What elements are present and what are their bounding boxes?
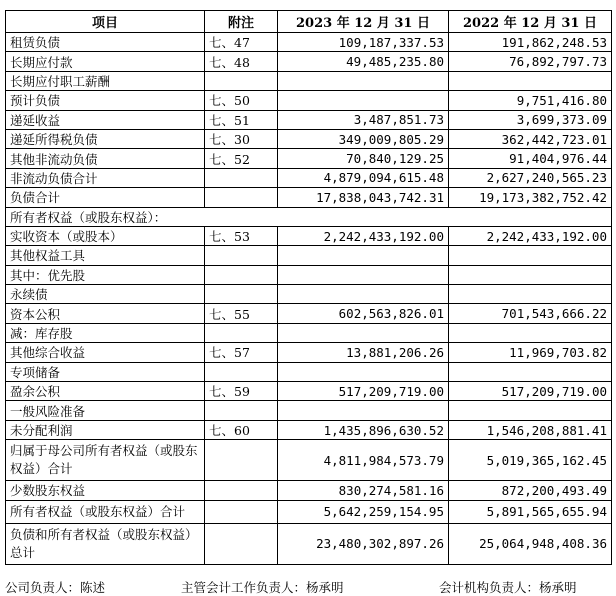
row-item: 负债合计	[6, 188, 205, 207]
table-header-row	[6, 11, 612, 33]
row-note: 七、30	[205, 129, 278, 148]
row-item: 租赁负债	[6, 33, 205, 52]
header-item: 项目	[6, 11, 205, 33]
row-value-2022	[449, 71, 612, 90]
row-item: 预计负债	[6, 91, 205, 110]
row-item: 长期应付职工薪酬	[6, 71, 205, 90]
row-value-2022: 872,200,493.49	[449, 481, 612, 500]
table-row	[6, 420, 612, 439]
row-value-2023: 109,187,337.53	[278, 33, 449, 52]
row-note	[205, 481, 278, 500]
row-value-2022	[449, 323, 612, 342]
table-row	[6, 362, 612, 381]
row-value-2022: 701,543,666.22	[449, 304, 612, 323]
row-value-2023: 49,485,235.80	[278, 52, 449, 71]
accounting-head: 主管会计工作负责人：杨承明	[181, 580, 344, 595]
table-row	[6, 285, 612, 304]
row-note	[205, 71, 278, 90]
row-note: 七、57	[205, 343, 278, 362]
table-row	[6, 265, 612, 284]
row-value-2022	[449, 285, 612, 304]
row-note: 七、52	[205, 149, 278, 168]
table-row	[6, 523, 612, 564]
row-value-2023: 23,480,302,897.26	[278, 523, 449, 564]
table-row	[6, 226, 612, 245]
header-2022: 2022 年 12 月 31 日	[449, 11, 612, 33]
row-value-2022: 2,627,240,565.23	[449, 168, 612, 187]
row-item: 递延收益	[6, 110, 205, 129]
row-note	[205, 500, 278, 523]
row-item: 一般风险准备	[6, 401, 205, 420]
row-item: 少数股东权益	[6, 481, 205, 500]
row-item: 其他权益工具	[6, 246, 205, 265]
row-item: 归属于母公司所有者权益（或股东权益）合计	[6, 440, 205, 481]
row-value-2022: 5,891,565,655.94	[449, 500, 612, 523]
table-row	[6, 481, 612, 500]
balance-sheet-table	[5, 10, 612, 565]
row-item: 永续债	[6, 285, 205, 304]
row-value-2022	[449, 362, 612, 381]
table-row	[6, 52, 612, 71]
row-value-2022: 76,892,797.73	[449, 52, 612, 71]
row-value-2023: 830,274,581.16	[278, 481, 449, 500]
row-value-2023	[278, 362, 449, 381]
row-note: 七、50	[205, 91, 278, 110]
row-item: 所有者权益（或股东权益）合计	[6, 500, 205, 523]
row-item: 其他综合收益	[6, 343, 205, 362]
table-row	[6, 440, 612, 481]
row-value-2023: 5,642,259,154.95	[278, 500, 449, 523]
row-value-2022: 1,546,208,881.41	[449, 420, 612, 439]
section-heading: 所有者权益（或股东权益）：	[6, 207, 612, 226]
row-value-2023: 2,242,433,192.00	[278, 226, 449, 245]
row-item: 盈余公积	[6, 382, 205, 401]
row-note	[205, 523, 278, 564]
table-row	[6, 304, 612, 323]
row-value-2022: 9,751,416.80	[449, 91, 612, 110]
row-value-2023	[278, 265, 449, 284]
row-item: 实收资本（或股本）	[6, 226, 205, 245]
row-value-2023: 349,009,805.29	[278, 129, 449, 148]
signature-footer	[5, 578, 611, 596]
header-2023: 2023 年 12 月 31 日	[278, 11, 449, 33]
row-value-2023	[278, 323, 449, 342]
row-note	[205, 168, 278, 187]
row-value-2023: 13,881,206.26	[278, 343, 449, 362]
row-value-2023: 1,435,896,630.52	[278, 420, 449, 439]
row-note: 七、60	[205, 420, 278, 439]
row-value-2022	[449, 246, 612, 265]
row-note	[205, 285, 278, 304]
row-note	[205, 188, 278, 207]
table-row	[6, 500, 612, 523]
table-row	[6, 246, 612, 265]
row-value-2023: 4,879,094,615.48	[278, 168, 449, 187]
row-item: 未分配利润	[6, 420, 205, 439]
row-value-2023: 517,209,719.00	[278, 382, 449, 401]
row-value-2023	[278, 91, 449, 110]
row-value-2022: 91,404,976.44	[449, 149, 612, 168]
table-row	[6, 149, 612, 168]
row-note: 七、51	[205, 110, 278, 129]
header-note: 附注	[205, 11, 278, 33]
row-item: 其他非流动负债	[6, 149, 205, 168]
table-row	[6, 207, 612, 226]
row-value-2022: 3,699,373.09	[449, 110, 612, 129]
row-value-2022: 2,242,433,192.00	[449, 226, 612, 245]
row-item: 其中：优先股	[6, 265, 205, 284]
table-row	[6, 71, 612, 90]
row-value-2022: 25,064,948,408.36	[449, 523, 612, 564]
row-note	[205, 246, 278, 265]
row-item: 递延所得税负债	[6, 129, 205, 148]
row-note: 七、47	[205, 33, 278, 52]
row-note: 七、55	[205, 304, 278, 323]
table-row	[6, 91, 612, 110]
row-note: 七、53	[205, 226, 278, 245]
row-value-2023: 602,563,826.01	[278, 304, 449, 323]
table-row	[6, 382, 612, 401]
row-value-2022: 11,969,703.82	[449, 343, 612, 362]
row-note	[205, 401, 278, 420]
row-item: 非流动负债合计	[6, 168, 205, 187]
row-note: 七、48	[205, 52, 278, 71]
row-value-2022: 362,442,723.01	[449, 129, 612, 148]
row-item: 长期应付款	[6, 52, 205, 71]
row-value-2023: 70,840,129.25	[278, 149, 449, 168]
row-note	[205, 265, 278, 284]
row-note	[205, 323, 278, 342]
table-body	[6, 33, 612, 565]
row-value-2023: 4,811,984,573.79	[278, 440, 449, 481]
row-value-2022: 19,173,382,752.42	[449, 188, 612, 207]
row-value-2023	[278, 246, 449, 265]
row-note	[205, 440, 278, 481]
row-item: 负债和所有者权益（或股东权益）总计	[6, 523, 205, 564]
table-row	[6, 188, 612, 207]
accounting-org-head: 会计机构负责人：杨承明	[439, 580, 577, 595]
table-row	[6, 110, 612, 129]
table-row	[6, 129, 612, 148]
row-note	[205, 362, 278, 381]
row-item: 减：库存股	[6, 323, 205, 342]
table-row	[6, 33, 612, 52]
row-note: 七、59	[205, 382, 278, 401]
company-head: 公司负责人：陈述	[5, 580, 106, 595]
row-value-2022	[449, 265, 612, 284]
row-value-2023	[278, 71, 449, 90]
row-item: 资本公积	[6, 304, 205, 323]
row-value-2023: 3,487,851.73	[278, 110, 449, 129]
table-row	[6, 168, 612, 187]
table-row	[6, 401, 612, 420]
row-item: 专项储备	[6, 362, 205, 381]
row-value-2022	[449, 401, 612, 420]
row-value-2022: 191,862,248.53	[449, 33, 612, 52]
row-value-2023: 17,838,043,742.31	[278, 188, 449, 207]
row-value-2023	[278, 401, 449, 420]
row-value-2022: 5,019,365,162.45	[449, 440, 612, 481]
table-row	[6, 343, 612, 362]
row-value-2022: 517,209,719.00	[449, 382, 612, 401]
row-value-2023	[278, 285, 449, 304]
table-row	[6, 323, 612, 342]
